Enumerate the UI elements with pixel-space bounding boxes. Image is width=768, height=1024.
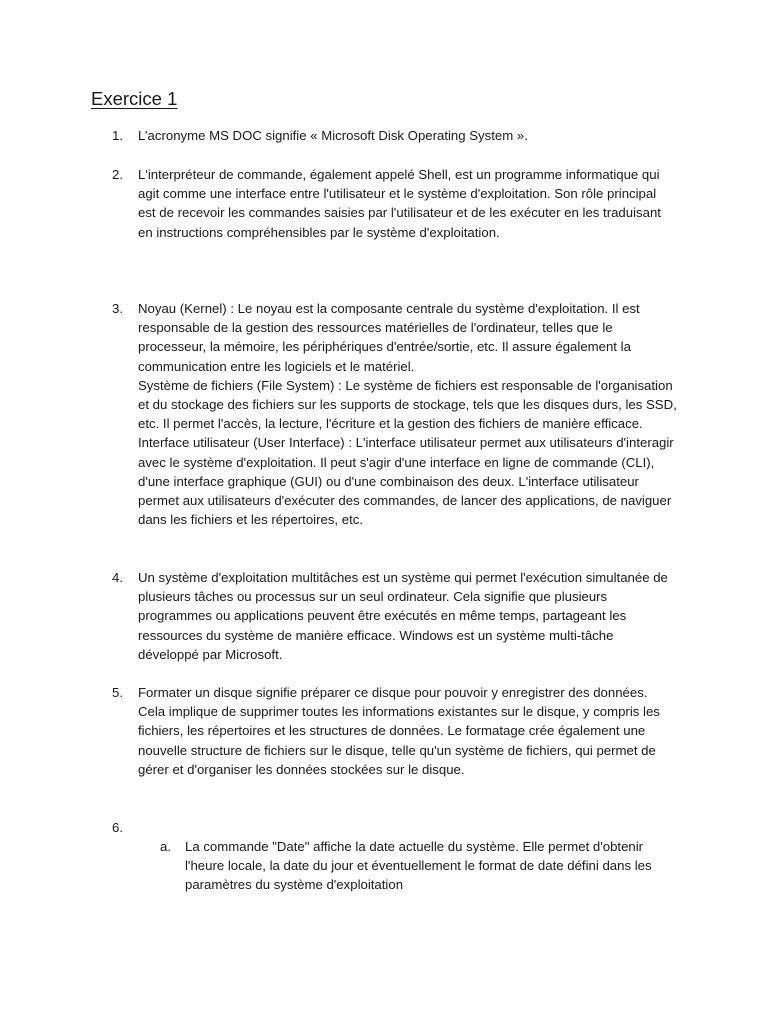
sub-item-text: La commande "Date" affiche la date actuelle du système. Elle permet d'obtenir l'heure locale, la date du jour et éventuellement le format de date défini dans les paramètres du système d'exploitation [185,839,652,893]
list-item [112,165,677,242]
item-paragraph: Formater un disque signifie préparer ce disque pour pouvoir y enregistrer des données. Cela implique de supprimer toutes les informations existantes sur le disque, y compris les fichiers, les répertoires et les structures de données. Le formatage crée également une nouvelle structure de fichiers sur le disque, telle qu'un système de fichiers, qui permet de gérer et d'organiser les données stockées sur le disque. [138,685,660,777]
sub-list-item [160,837,680,895]
item-body [138,683,677,779]
item-number: 2. [112,167,123,182]
item-number: 4. [112,570,123,585]
item-paragraph: Système de fichiers (File System) : Le système de fichiers est responsable de l'organisation et du stockage des fichiers sur les supports de stockage, tels que les disques durs, les SSD, etc. Il permet l'accès, la lecture, l'écriture et la gestion des fichiers de manière efficace. [138,377,677,432]
item-paragraph: Un système d'exploitation multitâches est un système qui permet l'exécution simultanée de plusieurs tâches ou processus sur un seul ordinateur. Cela signifie que plusieurs programmes ou applications peuvent être exécutés en même temps, partageant les ressources du système de manière efficace. Windows est un système multi-tâche développé par Microsoft. [138,570,668,662]
item-paragraph: Interface utilisateur (User Interface) : L'interface utilisateur permet aux utilisateurs d'interagir avec le système d'exploitation. Il peut s'agir d'une interface en ligne de commande (CLI), d'une interface graphique (GUI) ou d'une combinaison des deux. L'interface utilisateur permet aux utilisateurs d'exécuter des commandes, de lancer des applications, de naviguer dans les fichiers et les répertoires, etc. [138,435,674,528]
list-item [112,683,677,779]
item-number: 5. [112,685,123,700]
item-paragraph: Noyau (Kernel) : Le noyau est la composante centrale du système d'exploitation. Il est responsable de la gestion des ressources matérielles de l'ordinateur, telles que le processeur, la mémoire, les périphériques d'entrée/sortie, etc. Il assure également la communication entre les logiciels et le matériel. [138,301,640,374]
item-paragraph: L'interpréteur de commande, également appelé Shell, est un programme informatique qui agit comme une interface entre l'utilisateur et le système d'exploitation. Son rôle principal est de recevoir les commandes saisies par l'utilisateur et de les exécuter en les traduisant en instructions compréhensibles par le système d'exploitation. [138,167,661,240]
sub-item-letter: a. [160,839,171,854]
list-item [112,126,677,145]
list-item [112,568,677,664]
item-body [138,126,677,145]
list-item [112,299,677,529]
page-title: Exercice 1 [91,88,178,109]
item-number: 1. [112,128,123,143]
item-number: 6. [112,820,123,835]
item-body [138,299,677,529]
item-body [138,165,677,242]
item-paragraph: L’acronyme MS DOC signifie « Microsoft Disk Operating System ». [138,128,528,143]
item-body [138,568,677,664]
item-number: 3. [112,301,123,316]
